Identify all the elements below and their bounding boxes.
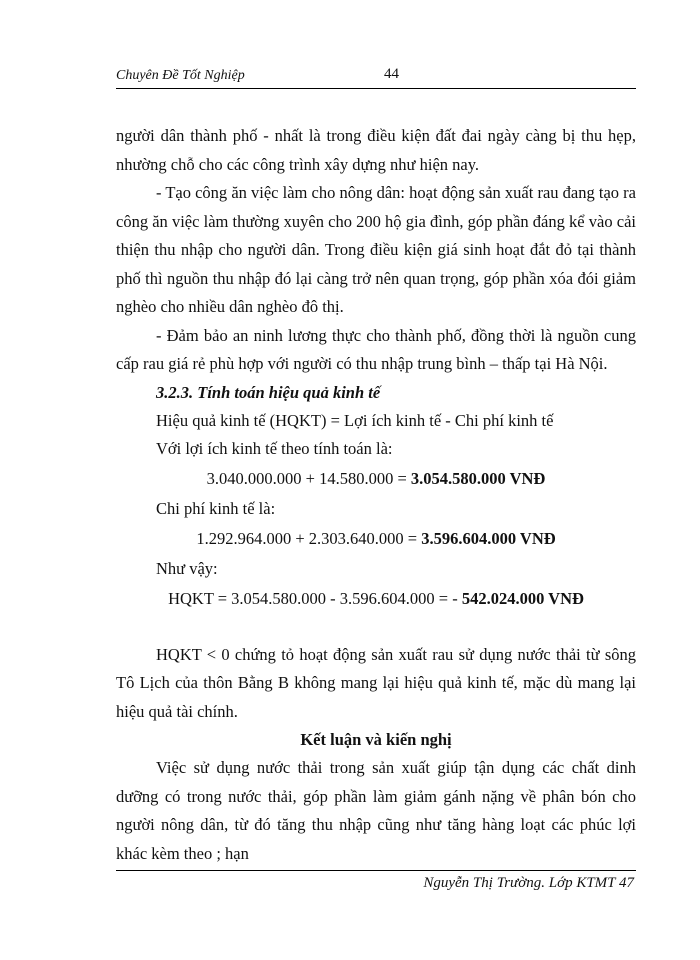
body-text bbox=[116, 122, 636, 868]
footer-author: Nguyễn Thị Trường. Lớp KTMT 47 bbox=[423, 875, 634, 891]
hqkt-expr: HQKT = 3.054.580.000 - 3.596.604.000 = - bbox=[168, 588, 462, 608]
section-heading: 3.2.3. Tính toán hiệu quả kinh tế bbox=[156, 382, 381, 402]
cost-expr: 1.292.964.000 + 2.303.640.000 = bbox=[196, 528, 422, 548]
hqkt-result: 542.024.000 VNĐ bbox=[461, 588, 584, 608]
conclusions-title: Kết luận và kiến nghị bbox=[300, 730, 452, 749]
benefit-formula bbox=[116, 463, 636, 495]
spacer bbox=[116, 615, 636, 641]
paragraph: - Đảm bảo an ninh lương thực cho thành phố, đồng thời là nguồn cung cấp rau giá rẻ phù hợp với người có thu nhập trung bình – thấp tại Hà Nội. bbox=[116, 325, 636, 373]
definition-line: Hiệu quả kinh tế (HQKT) = Lợi ích kinh tế - Chi phí kinh tế bbox=[156, 410, 554, 430]
cost-result: 3.596.604.000 VNĐ bbox=[421, 528, 556, 548]
paragraph: người dân thành phố - nhất là trong điều kiện đất đai ngày càng bị thu hẹp, nhường chỗ cho các công trình xây dựng như hiện nay. bbox=[116, 126, 636, 174]
page-header bbox=[116, 66, 636, 89]
paragraph: Việc sử dụng nước thải trong sản xuất giúp tận dụng các chất dinh dưỡng có trong nước thải, góp phần làm giảm gánh nặng về phân bón cho người nông dân, từ đó tăng thu nhập cũng như tăng hàng loạt các phúc lợi khác kèm theo ; hạn bbox=[116, 758, 636, 863]
paragraph: - Tạo công ăn việc làm cho nông dân: hoạt động sản xuất rau đang tạo ra công ăn việc làm thường xuyên cho 200 hộ gia đình, góp phần đáng kể vào cải thiện thu nhập cho người dân. Trong điều kiện giá sinh hoạt đắt đỏ tại thành phố thì nguồn thu nhập đó lại càng trở nên quan trọng, góp phần xóa đói giảm nghèo cho nhiều dân nghèo đô thị. bbox=[116, 183, 636, 316]
cost-intro: Chi phí kinh tế là: bbox=[156, 498, 276, 518]
benefit-expr: 3.040.000.000 + 14.580.000 = bbox=[206, 468, 411, 488]
page-footer bbox=[116, 870, 636, 901]
page-number: 44 bbox=[384, 66, 399, 82]
cost-formula bbox=[116, 523, 636, 555]
benefit-intro: Với lợi ích kinh tế theo tính toán là: bbox=[156, 438, 393, 458]
benefit-result: 3.054.580.000 VNĐ bbox=[410, 468, 546, 488]
conclusion-paragraph: HQKT < 0 chứng tỏ hoạt động sản xuất rau sử dụng nước thải từ sông Tô Lịch của thôn Bằng B không mang lại hiệu quả kinh tế, mặc dù mang lại hiệu quả tài chính. bbox=[116, 644, 636, 721]
hqkt-formula bbox=[116, 583, 636, 615]
header-title: Chuyên Đề Tốt Nghiệp bbox=[116, 68, 245, 83]
therefore-line: Như vậy: bbox=[156, 558, 218, 578]
